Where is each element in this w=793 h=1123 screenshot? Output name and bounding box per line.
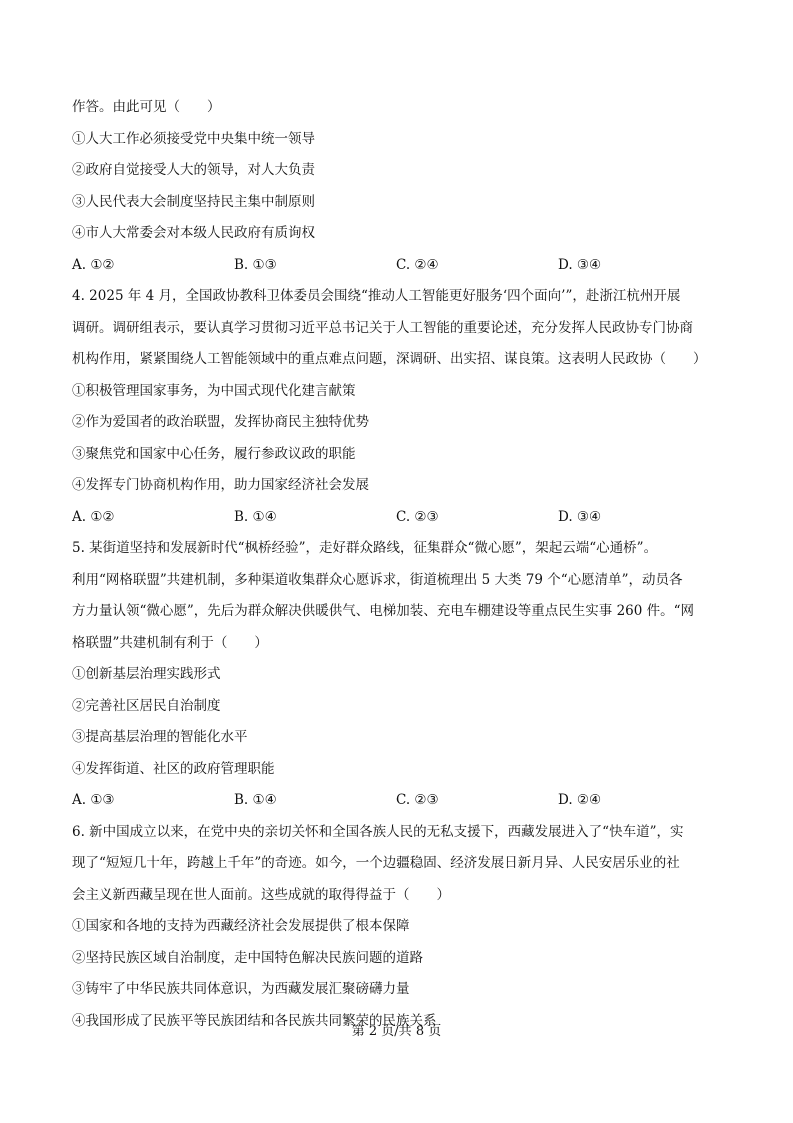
option-b[interactable]: B. ①④: [234, 508, 277, 525]
statement-1: ①积极管理国家事务，为中国式现代化建言献策: [72, 382, 356, 399]
statement-4: ④发挥专门协商机构作用，助力国家经济社会发展: [72, 477, 369, 493]
option-d[interactable]: D. ③④: [558, 256, 602, 273]
question-stem-line: 6. 新中国成立以来，在党中央的亲切关怀和全国各族人民的无私支援下，西藏发展进入了“快车道”，实: [72, 823, 684, 840]
question-stem-line: 机构作用，紧紧围绕人工智能领域中的重点难点问题，深调研、出实招、谋良策。这表明人民政协（ ）: [72, 351, 707, 367]
question-stem-line: 作答。由此可见（ ）: [72, 99, 221, 115]
statement-2: ②坚持民族区域自治制度，走中国特色解决民族问题的道路: [72, 949, 423, 966]
question-6: [72, 817, 728, 1038]
statement-1: ①创新基层治理实践形式: [72, 666, 221, 682]
option-c[interactable]: C. ②④: [396, 256, 439, 273]
statement-1: ①国家和各地的支持为西藏经济社会发展提供了根本保障: [72, 918, 410, 934]
option-b[interactable]: B. ①④: [234, 792, 277, 808]
question-5: [72, 533, 728, 817]
statement-3: ③提高基层治理的智能化水平: [72, 729, 248, 745]
question-4: [72, 281, 728, 533]
option-c[interactable]: C. ②③: [396, 508, 439, 525]
answer-options: [72, 785, 728, 817]
statement-4: ④发挥街道、社区的政府管理职能: [72, 760, 275, 777]
question-stem-line: 5. 某街道坚持和发展新时代“枫桥经验”，走好群众路线，征集群众“微心愿”，架起云端“心通桥”。: [72, 540, 658, 556]
answer-options: [72, 502, 728, 534]
page-content: [72, 92, 728, 1037]
statement-2: ②作为爱国者的政治联盟，发挥协商民主独特优势: [72, 414, 369, 430]
question-stem-line: 格联盟”共建机制有利于（ ）: [72, 634, 268, 651]
option-d[interactable]: D. ③④: [558, 508, 602, 525]
option-a[interactable]: A. ①②: [72, 256, 115, 273]
statement-1: ①人大工作必须接受党中央集中统一领导: [72, 130, 315, 147]
option-b[interactable]: B. ①③: [234, 256, 277, 273]
question-stem-line: 调研。调研组表示，要认真学习贯彻习近平总书记关于人工智能的重要论述，充分发挥人民政协专门协商: [72, 319, 693, 336]
page-number: 第 2 页/共 8 页: [351, 1024, 442, 1039]
answer-options: [72, 250, 728, 282]
question-3: [72, 92, 728, 281]
question-stem-line: 4. 2025 年 4 月，全国政协教科卫体委员会围绕“推动人工智能更好服务‘四个面向’”，赴浙江杭州开展: [72, 288, 681, 304]
statement-2: ②政府自觉接受人大的领导，对人大负责: [72, 162, 315, 178]
statement-4: ④我国形成了民族平等民族团结和各民族共同繁荣的民族关系: [72, 1012, 437, 1029]
option-d[interactable]: D. ②④: [558, 792, 602, 808]
option-a[interactable]: A. ①②: [72, 508, 115, 525]
statement-3: ③人民代表大会制度坚持民主集中制原则: [72, 193, 315, 210]
statement-2: ②完善社区居民自治制度: [72, 697, 221, 714]
option-c[interactable]: C. ②③: [396, 792, 439, 808]
statement-3: ③聚焦党和国家中心任务，履行参政议政的职能: [72, 445, 356, 462]
question-stem-line: 利用“网格联盟”共建机制，多种渠道收集群众心愿诉求，街道梳理出 5 大类 79 个“心愿清单”，动员各: [72, 571, 683, 588]
statement-3: ③铸牢了中华民族共同体意识，为西藏发展汇聚磅礴力量: [72, 981, 410, 997]
page-footer: [0, 1022, 793, 1042]
question-stem-line: 现了“短短几十年，跨越上千年”的奇迹。如今，一个边疆稳固、经济发展日新月异、人民安居乐业的社: [72, 855, 680, 871]
question-stem-line: 方力量认领“微心愿”，先后为群众解决供暖供气、电梯加装、充电车棚建设等重点民生实事 260 件。“网: [72, 603, 695, 619]
option-a[interactable]: A. ①③: [72, 792, 115, 808]
statement-4: ④市人大常委会对本级人民政府有质询权: [72, 225, 315, 241]
question-stem-line: 会主义新西藏呈现在世人面前。这些成就的取得得益于（ ）: [72, 886, 450, 903]
